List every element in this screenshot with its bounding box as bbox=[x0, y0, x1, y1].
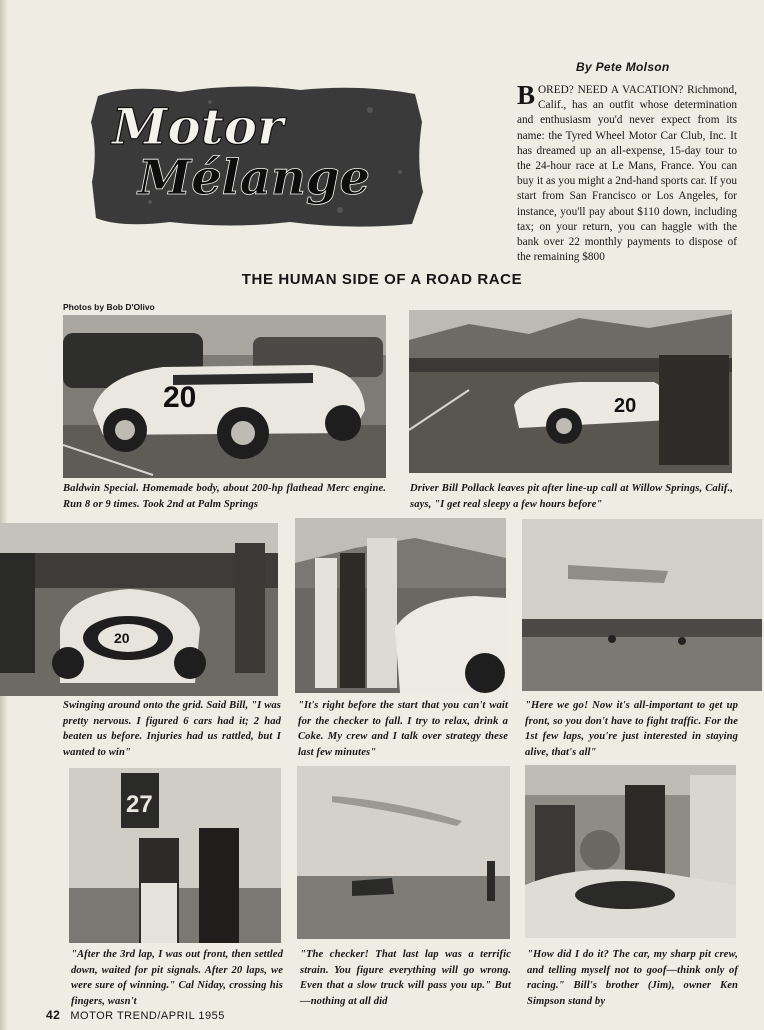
photo-baldwin-special bbox=[63, 315, 386, 478]
photo-race-start bbox=[522, 519, 762, 691]
caption-5: "Here we go! Now it's all-important to get up front, so you don't have to fight traffic. For the 1st few laps, you're just interested in staying alive, that's all" bbox=[525, 700, 738, 758]
magazine-issue: MOTOR TREND/APRIL 1955 bbox=[70, 1010, 225, 1022]
caption-3: Swinging around onto the grid. Said Bill, "I was pretty nervous. I figured 6 cars had it; 2 had beaten us before. Injuries had us rattled, but I wanted to win" bbox=[63, 700, 281, 758]
caption-6: "After the 3rd lap, I was out front, then settled down, waited for pit signals. After 20 laps, we were sure of winning." Cal Niday, crossing his fingers, wasn't bbox=[71, 949, 283, 1007]
caption-1: Baldwin Special. Homemade body, about 200-hp flathead Merc engine. Run 8 or 9 times. Took 2nd at Palm Springs bbox=[63, 483, 386, 510]
logo-line2: Mélange bbox=[138, 150, 371, 206]
photo-pit-signals bbox=[69, 768, 281, 943]
caption-4: "It's right before the start that you can't wait for the checker to fall. I try to relax, drink a Coke. My crew and I talk over strategy these last few minutes" bbox=[298, 700, 508, 758]
intro-paragraph bbox=[517, 80, 737, 265]
logo-line1: Motor bbox=[112, 97, 284, 156]
car-number: 20 bbox=[163, 381, 197, 414]
page-number: 42 bbox=[46, 1008, 61, 1022]
caption-2: Driver Bill Pollack leaves pit after line-up call at Willow Springs, Calif., says, "I get real sleepy a few hours before" bbox=[410, 483, 733, 510]
intro-text: ORED? NEED A VACATION? Richmond, Calif., has an outfit whose determination and enthusiasm you'd never expect from its name: the Tyred Wheel Motor Car Club, Inc. It has dreamed up an all-expense, 15-day tour to the 24-hour race at Le Mans, France. You can buy it as you might a 2nd-hand sports car. If you start from San Francisco or Los Angeles, for instance, you'll pay about $110 down, including tax; on your return, you can haggle with the bank over 22 monthly payments to dispose of the remaining $800 bbox=[517, 84, 737, 264]
caption-8: "How did I do it? The car, my sharp pit crew, and telling myself not to goof—think only of racing." Bill's brother (Jim), owner Ken Simpson stand by bbox=[527, 949, 738, 1007]
photo-credit: Photos by Bob D'Olivo bbox=[63, 302, 155, 312]
logo-graphic bbox=[90, 82, 425, 230]
article-headline: THE HUMAN SIDE OF A ROAD RACE bbox=[241, 271, 523, 288]
page-footer bbox=[46, 1008, 225, 1022]
caption-7: "The checker! That last lap was a terrific strain. You figure everything will go wrong. Even that a slow truck will pass you up." But—nothing at all did bbox=[300, 949, 511, 1007]
photo-pollack-pit bbox=[409, 310, 732, 473]
car-number: 20 bbox=[114, 630, 130, 646]
photo-before-start bbox=[295, 518, 506, 693]
page-gutter bbox=[0, 0, 8, 1030]
photo-checker bbox=[297, 766, 510, 939]
car-number: 20 bbox=[614, 395, 637, 417]
photo-victory bbox=[525, 765, 736, 938]
motor-melange-logo bbox=[90, 82, 425, 230]
pit-sign-number: 27 bbox=[126, 791, 153, 818]
photo-grid-swing bbox=[0, 523, 278, 696]
byline: By Pete Molson bbox=[576, 60, 670, 74]
drop-cap: B bbox=[517, 80, 536, 110]
